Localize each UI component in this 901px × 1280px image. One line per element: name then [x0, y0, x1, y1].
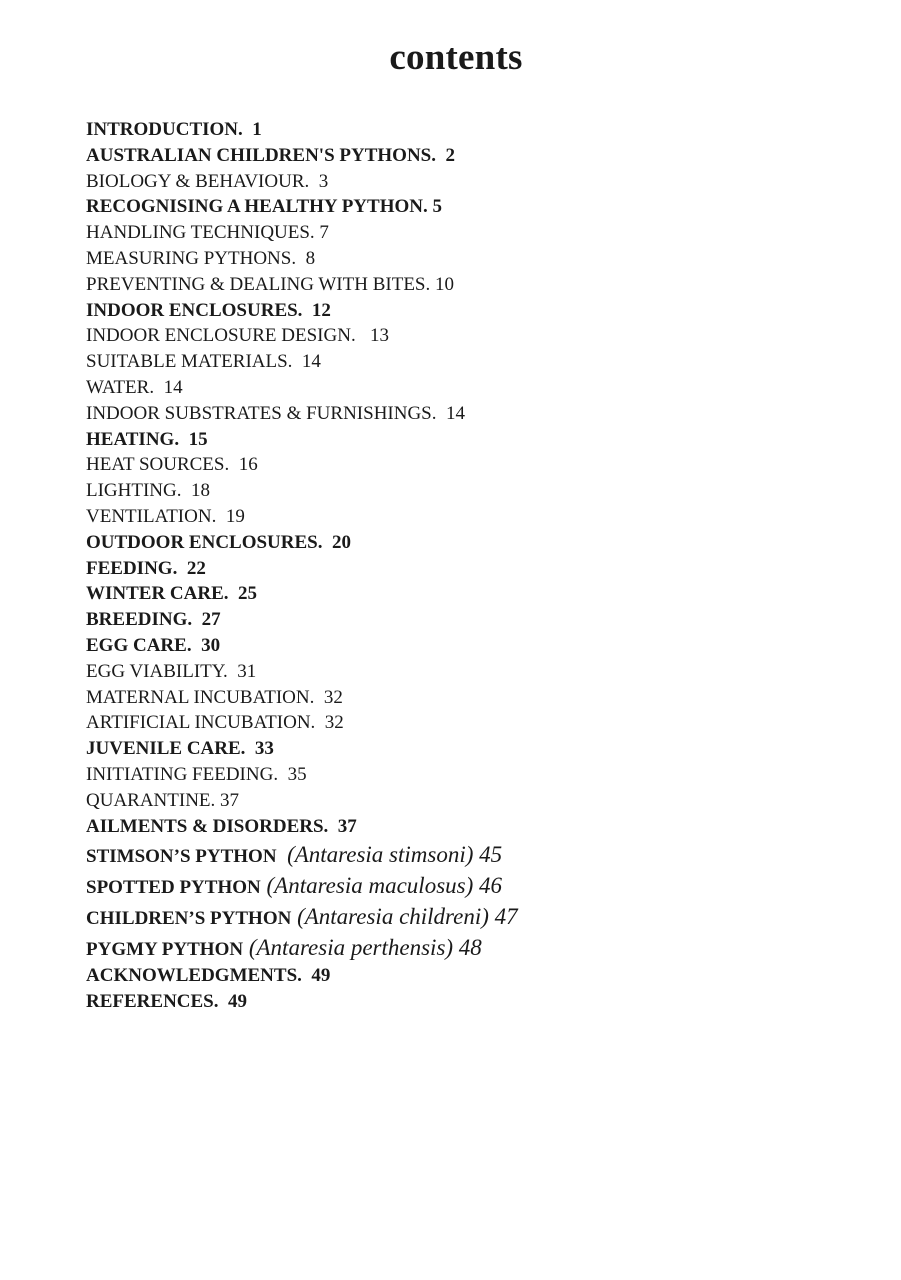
toc-entry: INITIATING FEEDING. 35: [86, 763, 307, 785]
toc-entry: QUARANTINE. 37: [86, 789, 240, 811]
toc-entry: SUITABLE MATERIALS. 14: [86, 351, 321, 373]
toc-entry: AILMENTS & DISORDERS. 37: [86, 815, 357, 837]
toc-entry: RECOGNISING A HEALTHY PYTHON. 5: [86, 196, 442, 218]
toc-entry: INTRODUCTION. 1: [86, 119, 262, 140]
toc-entry: MEASURING PYTHONS. 8: [86, 247, 316, 269]
toc-entry: REFERENCES. 49: [86, 991, 247, 1013]
toc-entry: MATERNAL INCUBATION. 32: [86, 686, 343, 708]
table-of-contents: [86, 117, 518, 1015]
species-name: STIMSON’S PYTHON: [86, 846, 282, 868]
toc-entry: FEEDING. 22: [86, 557, 206, 579]
species-name: CHILDREN’S PYTHON: [86, 908, 292, 930]
toc-entry: ARTIFICIAL INCUBATION. 32: [86, 712, 344, 734]
species-latin-name: (Antaresia maculosus) 46: [260, 873, 502, 899]
species-latin-name: (Antaresia childreni) 47: [291, 904, 518, 930]
toc-entry: ACKNOWLEDGMENTS. 49: [86, 965, 331, 987]
toc-species-entry: [86, 932, 518, 963]
toc-entry: WINTER CARE. 25: [86, 583, 258, 605]
toc-entry: AUSTRALIAN CHILDREN'S PYTHONS. 2: [86, 144, 455, 166]
toc-entry: HANDLING TECHNIQUES. 7: [86, 222, 329, 244]
toc-species-entry: [86, 870, 518, 901]
species-latin-name: (Antaresia perthensis) 48: [243, 935, 482, 961]
toc-entry: JUVENILE CARE. 33: [86, 738, 274, 760]
species-latin-name: (Antaresia stimsoni) 45: [281, 842, 503, 868]
toc-entry: VENTILATION. 19: [86, 505, 245, 527]
toc-entry: HEATING. 15: [86, 428, 208, 450]
page-title: contents: [389, 37, 523, 78]
species-name: SPOTTED PYTHON: [86, 877, 261, 899]
toc-entry: PREVENTING & DEALING WITH BITES. 10: [86, 273, 454, 295]
toc-entry: LIGHTING. 18: [86, 480, 211, 502]
toc-entry: OUTDOOR ENCLOSURES. 20: [86, 531, 351, 553]
toc-entry: HEAT SOURCES. 16: [86, 454, 258, 476]
toc-entry: INDOOR ENCLOSURE DESIGN. 13: [86, 325, 389, 347]
toc-entry: BREEDING. 27: [86, 609, 221, 631]
toc-species-entry: [86, 901, 518, 932]
toc-entry: EGG CARE. 30: [86, 634, 221, 656]
toc-entry: BIOLOGY & BEHAVIOUR. 3: [86, 170, 329, 192]
toc-entry: WATER. 14: [86, 376, 183, 398]
species-name: PYGMY PYTHON: [86, 939, 244, 961]
toc-entry: INDOOR ENCLOSURES. 12: [86, 299, 331, 321]
toc-entry: INDOOR SUBSTRATES & FURNISHINGS. 14: [86, 402, 465, 424]
toc-species-entry: [86, 839, 518, 870]
toc-entry: EGG VIABILITY. 31: [86, 660, 257, 682]
